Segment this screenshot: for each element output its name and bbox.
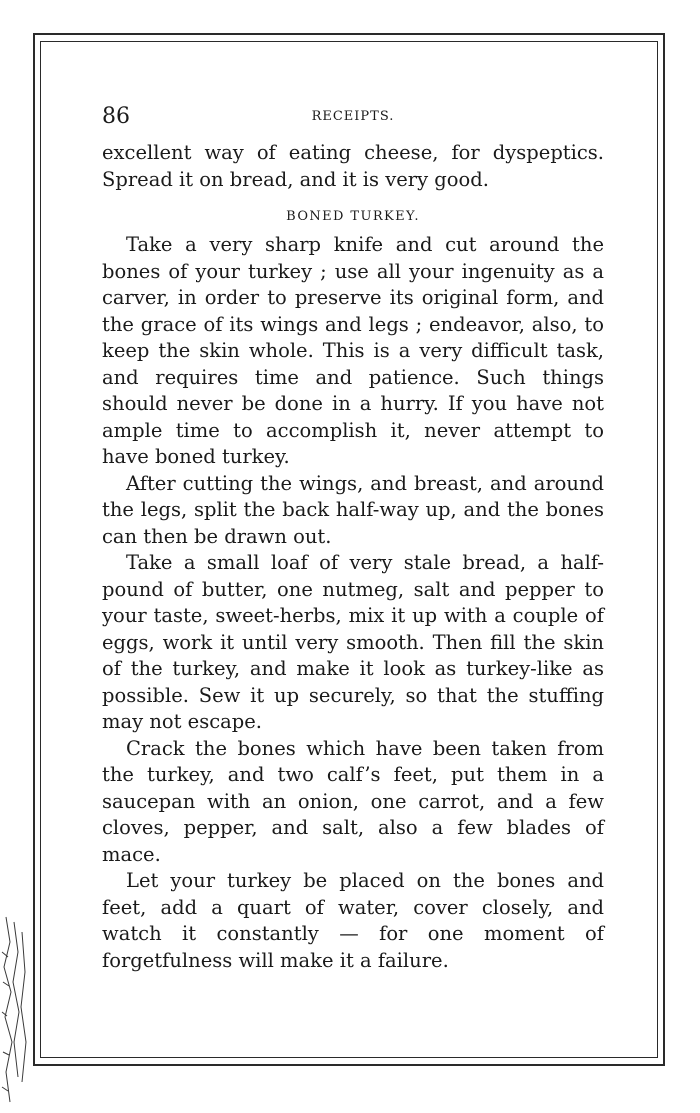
recipe-paragraph: Take a very sharp knife and cut around the bones of your turkey ; use all your ingenuity as a carver, in order to preserve its original form, and the grace of its wings and legs ; endeavor, also, to keep the skin whole. This is a very difficult task, and requires time and patience. Such things should never be done in a hurry. If you have not ample time to accomplish it, never attempt to have boned turkey. bbox=[102, 233, 604, 468]
page-content bbox=[102, 98, 604, 974]
recipe-paragraph: Let your turkey be placed on the bones and feet, add a quart of water, cover closely, and watch it constantly — for one moment of forgetfulness will make it a failure. bbox=[102, 869, 604, 972]
running-title: RECEIPTS. bbox=[311, 109, 395, 124]
continuation-paragraph: excellent way of eating cheese, for dyspeptics. Spread it on bread, and it is very good. bbox=[102, 141, 604, 191]
recipe-title: BONED TURKEY. bbox=[286, 209, 420, 224]
page-edge-damage-mark bbox=[0, 912, 32, 1107]
page-number: 86 bbox=[102, 104, 130, 129]
recipe-paragraph: After cutting the wings, and breast, and around the legs, split the back half-way up, and the bones can then be drawn out. bbox=[102, 471, 604, 548]
recipe-paragraph: Take a small loaf of very stale bread, a half-​pound of butter, one nutmeg, salt and pepper to your taste, sweet-herbs, mix it up with a couple of eggs, work it until very smooth. Then fill the skin of the turkey, and make it look as turkey-like as possible. Sew it up securely, so that the stuffing may not escape. bbox=[102, 551, 604, 733]
recipe-paragraph: Crack the bones which have been taken from the turkey, and two calf’s feet, put them in a saucepan with an onion, one carrot, and a few cloves, pepper, and salt, also a few blades of mace. bbox=[102, 736, 604, 866]
running-head bbox=[102, 98, 604, 132]
